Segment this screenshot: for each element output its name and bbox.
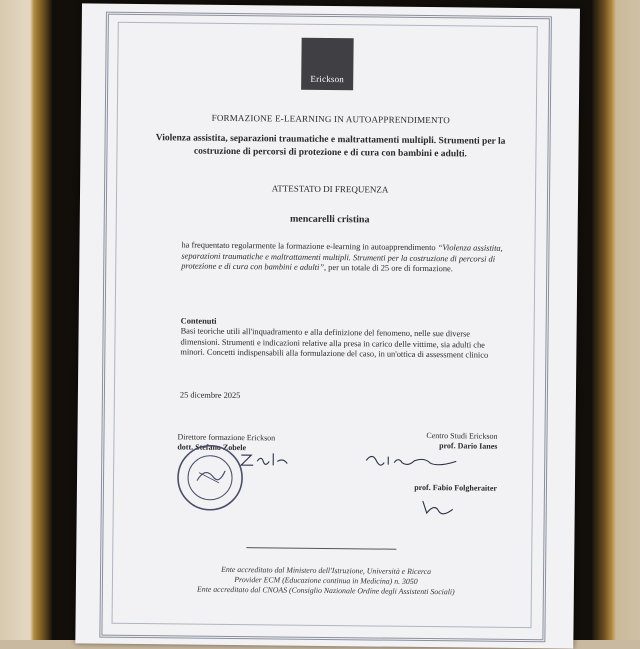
certificate-label: ATTESTATO DI FREQUENZA xyxy=(271,183,389,195)
erickson-logo xyxy=(301,38,354,91)
folgheraiter-signature-icon xyxy=(417,497,457,521)
footer-line-2: Provider ECM (Educazione continua in Medicina) n. 3050 xyxy=(234,575,418,586)
recipient-name: mencarelli cristina xyxy=(289,213,370,226)
footer-accreditations xyxy=(136,564,516,598)
ianes-signature-icon xyxy=(362,450,462,471)
intro-suffix: , per un totale di 25 ore di formazione. xyxy=(323,262,453,274)
intro-course-quoted: “Violenza assistita, separazioni traumatiche e maltrattamenti multipli. Strumenti per la costruzione di percorsi di protezione e di cura con bambini e adulti” xyxy=(181,243,503,272)
zobele-signature-icon xyxy=(237,449,297,470)
right-signer-name-1: prof. Dario Ianes xyxy=(439,441,498,451)
contents-heading: Contenuti xyxy=(180,316,217,326)
footer-line-1: Ente accreditato dal Ministero dell'Istruzione, Università e Ricerca xyxy=(221,564,432,577)
left-signer-name: dott. Stefano Zobele xyxy=(177,442,247,453)
intro-prefix: ha frequentato regolarmente la formazione e-learning in autoapprendimento xyxy=(181,240,436,253)
logo-text: Erickson xyxy=(310,73,345,85)
right-signature-block xyxy=(377,431,497,452)
course-type: FORMAZIONE E-LEARNING IN AUTOAPPRENDIMENTO xyxy=(211,112,451,126)
right-signer-name-2: prof. Fabio Folgheraiter xyxy=(414,482,498,493)
course-title: Violenza assistita, separazioni traumatiche e maltrattamenti multipli. Strumenti per la costruzione di percorsi di protezione e di cura con bambini e adulti. xyxy=(155,133,506,160)
footer-line-3: Ente accreditato dal CNOAS (Consiglio Nazionale Ordine degli Assistenti Sociali) xyxy=(197,584,455,597)
right-signer-org: Centro Studi Erickson xyxy=(426,431,498,441)
issue-date: 25 dicembre 2025 xyxy=(179,390,241,401)
intro-paragraph xyxy=(181,240,511,275)
left-signer-role: Direttore formazione Erickson xyxy=(177,432,276,443)
contents-text: Basi teoriche utili all'inquadramento e alla definizione del fenomeno, nelle sue diverse dimensioni. Strumenti e indicazioni relative alla presa in carico delle vittime, sia adulti che minori. Concetti indispensabili alla formulazione del caso, in un'ottica di assessment clinico xyxy=(180,326,489,360)
official-stamp-icon xyxy=(175,442,246,513)
certificate-paper xyxy=(75,3,580,648)
